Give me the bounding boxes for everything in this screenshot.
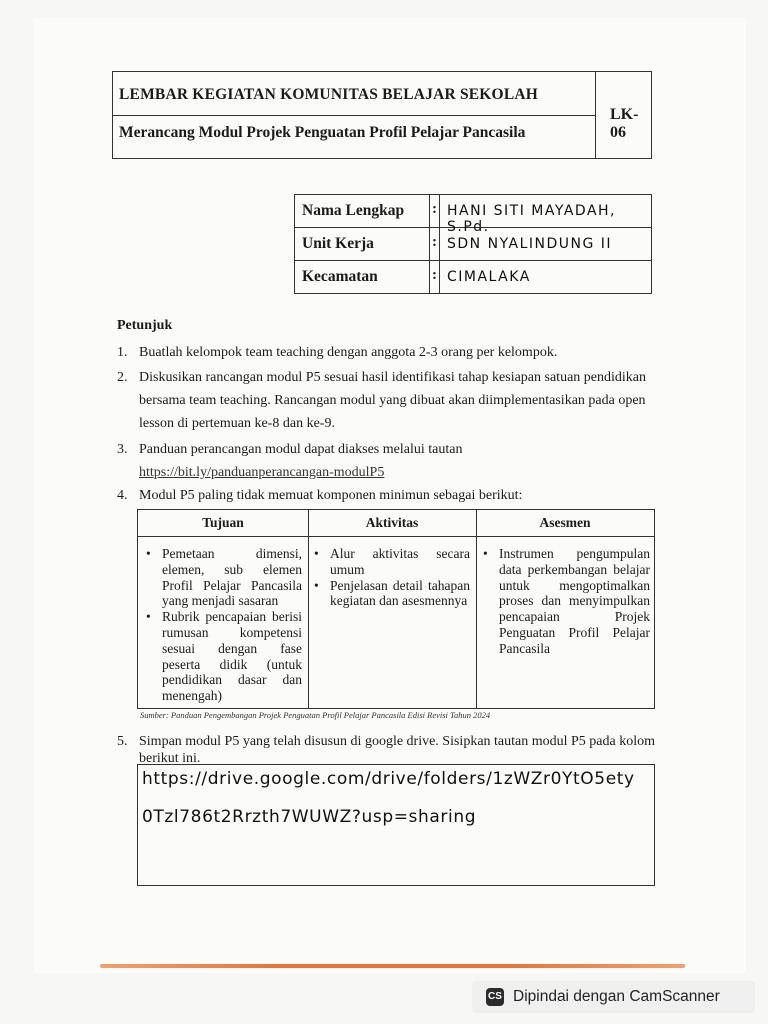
drive-link-box[interactable] — [137, 764, 655, 886]
aktivitas-item: • Alur aktivitas secara umum — [310, 546, 470, 578]
header-left-cell — [113, 72, 596, 158]
identity-value-unit: SDN NYALINDUNG II — [447, 236, 613, 252]
aktivitas-cell — [310, 546, 470, 609]
camscanner-icon: CS — [486, 988, 504, 1006]
column-divider — [308, 510, 309, 708]
header-divider — [113, 115, 595, 116]
document-title: LEMBAR KEGIATAN KOMUNITAS BELAJAR SEKOLAH — [119, 86, 539, 103]
tujuan-cell — [142, 546, 302, 704]
instruction-text: Diskusikan rancangan modul P5 sesuai hasil identifikasi tahap kesiapan satuan pendidikan bersama team teaching. Rancangan modul yang dibuat akan diimplementasikan pada open lesson di pertemuan ke-8 dan ke-9. — [139, 370, 646, 431]
identity-colon: : — [432, 234, 437, 250]
identity-label: Kecamatan — [302, 268, 378, 285]
instruction-number: 4. — [117, 488, 128, 503]
components-table — [137, 509, 655, 709]
header-tujuan: Tujuan — [202, 515, 244, 530]
instruction-number: 3. — [117, 442, 128, 457]
instruction-number: 1. — [117, 345, 128, 360]
instruction-number: 5. — [117, 734, 128, 749]
scan-edge-line — [100, 964, 685, 968]
tujuan-item: • Pemetaan dimensi, elemen, sub elemen Profil Pelajar Pancasila yang menjadi sasaran — [142, 546, 302, 609]
identity-row-name — [295, 195, 651, 235]
identity-colon-cell — [429, 228, 440, 260]
document-subtitle: Merancang Modul Projek Penguatan Profil Pelajar Pancasila — [119, 124, 526, 141]
instruction-text: Buatlah kelompok team teaching dengan anggota 2-3 orang per kelompok. — [139, 345, 558, 360]
identity-value-name: HANI SITI MAYADAH, S.Pd. — [447, 203, 617, 235]
asesmen-item: • Instrumen pengumpulan data perkembangan belajar untuk mengoptimalkan proses dan menyimpulkan pencapaian Projek Penguatan Profil Pelajar Pancasila — [479, 546, 650, 657]
drive-link-line-1: https://drive.google.com/drive/folders/1zWZr0YtO5ety — [142, 769, 635, 789]
instruction-text: Simpan modul P5 yang telah disusun di google drive. Sisipkan tautan modul P5 pada kolom berikut ini. — [139, 734, 656, 766]
identity-colon-cell — [429, 195, 440, 227]
identity-row-unit — [295, 228, 651, 261]
instruction-text: Panduan perancangan modul dapat diakses melalui tautan — [139, 442, 463, 457]
identity-label: Nama Lengkap — [302, 202, 405, 219]
tujuan-item: • Rubrik pencapaian berisi rumusan kompetensi sesuai dengan fase peserta didik (untuk pendidikan dasar dan menengah) — [142, 609, 302, 704]
source-note: Sumber: Panduan Pengembangan Projek Penguatan Profil Pelajar Pancasila Edisi Revisi Tahun 2024 — [140, 710, 491, 720]
guide-link[interactable]: https://bit.ly/panduanperancangan-modulP5 — [139, 465, 385, 480]
header-asesmen: Asesmen — [539, 515, 591, 530]
identity-value-district: CIMALAKA — [447, 269, 531, 285]
aktivitas-item: • Penjelasan detail tahapan kegiatan dan asesmennya — [310, 578, 470, 610]
column-divider — [476, 510, 477, 708]
identity-table — [294, 194, 652, 294]
identity-colon: : — [432, 201, 437, 217]
identity-label: Unit Kerja — [302, 235, 374, 252]
instruction-text: Modul P5 paling tidak memuat komponen minimun sebagai berikut: — [139, 488, 523, 503]
header-box — [112, 71, 652, 159]
header-aktivitas: Aktivitas — [365, 515, 419, 530]
asesmen-cell — [479, 546, 650, 657]
drive-link-line-2: 0Tzl786t2Rrzth7WUWZ?usp=sharing — [142, 807, 477, 827]
identity-colon-cell — [429, 261, 440, 294]
identity-colon: : — [432, 267, 437, 283]
identity-row-district — [295, 261, 651, 294]
worksheet-code: LK-06 — [610, 106, 639, 141]
camscanner-watermark — [472, 981, 755, 1013]
instructions-title: Petunjuk — [117, 318, 173, 333]
instruction-number: 2. — [117, 370, 128, 385]
camscanner-text: Dipindai dengan CamScanner — [513, 988, 720, 1005]
